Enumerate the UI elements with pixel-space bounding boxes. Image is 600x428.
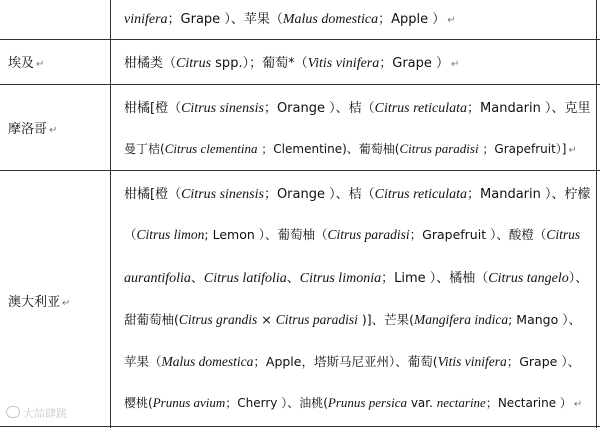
species-name: Vitis vinifera [307,56,380,71]
host-text: var. [407,396,437,410]
species-name: nectarine [436,395,486,410]
species-name: Citrus tangelo [488,271,569,286]
watermark [6,405,67,421]
column-divider [110,0,111,428]
species-name: aurantifolia [124,271,191,286]
host-text: ；Clementine)、葡萄柚( [257,142,400,156]
species-name: Citrus paradisi [399,141,479,156]
paragraph-mark-icon: ↵ [36,59,45,70]
species-name: Citrus clementina [164,141,258,156]
host-text: ）、 [568,271,589,286]
host-text: 苹果（ [124,354,162,369]
host-text: ；Nectarine ） [485,396,572,410]
paragraph-mark-icon: ↵ [573,399,583,410]
host-text: ; Lemon ）、葡萄柚（ [204,227,328,242]
host-line [124,8,456,28]
host-text: 、 [190,271,204,286]
species-name: Malus domestica [161,354,254,369]
table-right-border [596,0,597,428]
host-line [124,267,588,287]
paragraph-mark-icon: ↵ [451,59,460,70]
weibo-logo-icon [6,406,20,418]
species-name: Citrus reticulata [374,101,468,116]
species-name: Citrus paradisi [275,312,358,327]
species-name: Citrus reticulata [374,187,468,202]
host-line [124,140,577,157]
row-divider [0,39,600,40]
row-divider [0,426,600,427]
paragraph-mark-icon: ↵ [447,15,456,26]
species-name: Citrus limon [136,227,205,242]
species-name: Citrus [546,227,581,242]
host-text: 柑橘[橙（ [124,101,182,116]
host-text: 柑橘类（ [124,56,177,71]
host-text: ；Apple ） [378,12,446,27]
host-line [124,52,459,72]
species-name: Mangifera indica [413,312,509,327]
country-cell [8,52,44,71]
host-text: ；Grape ）、 [506,354,581,369]
host-text: 甜葡萄柚( [124,312,179,327]
watermark-text: 大喆肆跳 [23,407,67,420]
row-divider [0,170,600,171]
host-text: spp.）；葡萄*（ [211,56,308,71]
country-name: 澳大利亚 [8,295,61,310]
paragraph-mark-icon: ↵ [62,298,71,309]
species-name: vinifera [124,12,168,27]
host-text: ；Apple，塔斯马尼亚州）、葡萄( [253,354,438,369]
host-text: ；Grapefruit ）、酸橙（ [409,227,547,242]
host-text: 曼丁桔( [124,142,165,156]
paragraph-mark-icon: ↵ [49,125,58,136]
species-name: Citrus [176,56,212,71]
species-name: Citrus limonia [299,271,382,286]
host-text: )]、芒果( [357,312,414,327]
host-text: （ [124,227,137,242]
host-line [124,310,581,328]
species-name: Malus domestica [282,12,379,27]
host-text: ；Grape ） [379,56,450,71]
country-cell [8,118,57,137]
host-text: ；Lime ）、橘柚（ [381,271,489,286]
host-text: × [257,312,276,327]
host-text: 柑橘[橙（ [124,187,182,202]
host-text: 樱桃( [124,396,153,410]
host-line [124,352,580,370]
host-text: ；Grape ）、苹果（ [167,12,283,27]
host-line [124,183,591,203]
species-name: Vitis vinifera [437,354,507,369]
host-text: 、 [286,271,300,286]
host-text: ；Mandarin ）、柠檬 [467,187,591,202]
row-divider [0,84,600,85]
host-text: ; Mango ）、 [508,312,581,327]
species-name: Citrus grandis [178,312,258,327]
host-text: ；Cherry ）、油桃( [225,396,328,410]
host-line [124,225,580,243]
host-line [124,394,582,411]
species-name: Citrus sinensis [181,101,264,116]
species-name: Prunus avium [152,395,226,410]
host-line [124,97,591,117]
country-name: 摩洛哥 [8,122,48,137]
country-cell [8,291,70,310]
paragraph-mark-icon: ↵ [568,145,577,156]
host-text: ；Orange ）、桔（ [263,187,375,202]
species-name: Citrus paradisi [327,227,410,242]
species-name: Citrus latifolia [203,271,287,286]
host-text: ；Orange ）、桔（ [263,101,375,116]
species-name: Prunus persica [327,395,407,410]
host-text: ；Grapefruit）] [478,142,567,156]
country-name: 埃及 [8,56,35,71]
species-name: Citrus sinensis [181,187,264,202]
host-text: ；Mandarin ）、克里 [467,101,591,116]
